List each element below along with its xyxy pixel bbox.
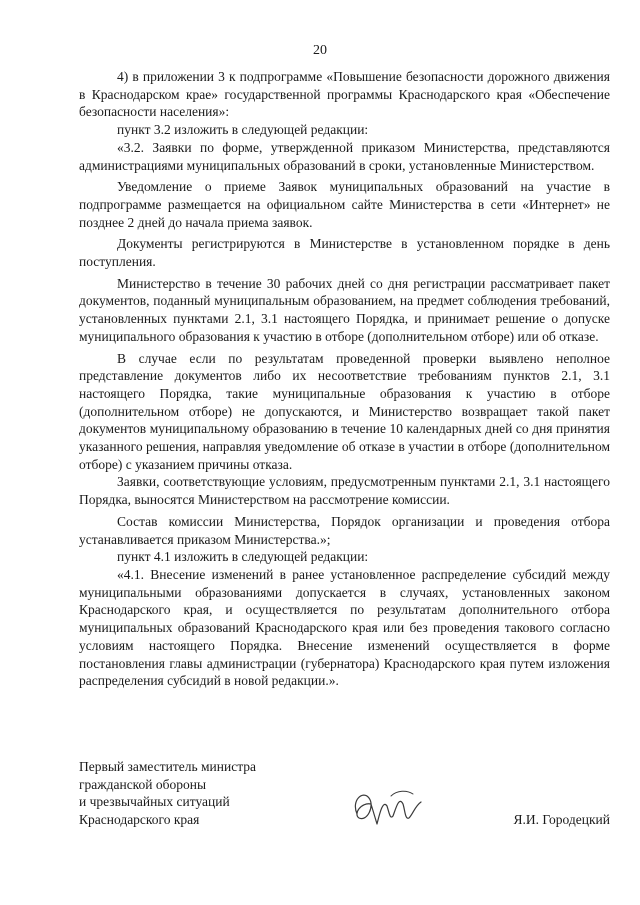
paragraph-clause-4-1: «4.1. Внесение изменений в ранее установленное распределение субсидий между муниципальными образованиями допускается в случаях, установленных законом Краснодарского края, и осуществляется по результатам дополнительного отбора муниципальных образований Краснодарского края или без проведения такового согласно условиям настоящего Порядка. Внесение изменений осуществляется в форме постановления главы администрации (губернатора) Краснодарского края путем изложения распределения субсидий в новой редакции.».	[79, 566, 610, 689]
signer-title-line: Первый заместитель министра	[79, 759, 257, 774]
paragraph-commission-review: Заявки, соответствующие условиям, предусмотренным пунктами 2.1, 3.1 настоящего Порядка, выносятся Министерством на рассмотрение комиссии.	[79, 474, 610, 508]
paragraph-commission-composition: Состав комиссии Министерства, Порядок организации и проведения отбора устанавливается приказом Министерства.»;	[79, 513, 610, 547]
signer-name: Я.И. Городецкий	[513, 812, 610, 827]
paragraph-clause-3-2-heading: пункт 3.2 изложить в следующей редакции:	[117, 122, 369, 138]
paragraph-notification: Уведомление о приеме Заявок муниципальных образований на участие в подпрограмме размещается на официальном сайте Министерства в сети «Интернет» не позднее 2 дней до начала приема заявок.	[79, 179, 610, 230]
signature-block	[79, 758, 610, 829]
handwritten-signature	[347, 784, 425, 832]
signer-title-line: и чрезвычайных ситуаций	[79, 794, 230, 810]
paragraph-clause-3-2: «3.2. Заявки по форме, утвержденной приказом Министерства, представляются администрациями муниципальных образований в сроки, установленные Министерством.	[79, 139, 610, 173]
page-number: 20	[313, 43, 327, 58]
paragraph-review-period: Министерство в течение 30 рабочих дней со дня регистрации рассматривает пакет документов, поданный муниципальным образованием, на предмет соблюдения требований, установленных пунктами 2.1, 3.1 настоящего Порядка, и принимает решение о допуске муниципального образования к участию в отборе (дополнительном отборе) или об отказе.	[79, 275, 610, 344]
paragraph-registration: Документы регистрируются в Министерстве в установленном порядке в день поступления.	[79, 236, 610, 270]
paragraph-amendment-intro: 4) в приложении 3 к подпрограмме «Повышение безопасности дорожного движения в Краснодарском крае» государственной программы Краснодарского края «Обеспечение безопасности населения»:	[79, 69, 610, 120]
document-body	[79, 68, 610, 690]
signer-title-line: гражданской обороны	[79, 776, 207, 792]
paragraph-clause-4-1-heading: пункт 4.1 изложить в следующей редакции:	[117, 549, 369, 565]
signer-title-line: Краснодарского края	[79, 812, 200, 828]
paragraph-rejection: В случае если по результатам проведенной проверки выявлено неполное представление документов либо их несоответствие требованиям пунктов 2.1, 3.1 настоящего Порядка, такие муниципальные образования к участию в отборе (дополнительном отборе) не допускаются, и Министерство возвращает такой пакет документов муниципальному образованию в течение 10 календарных дней со дня принятия указанного решения, направляя уведомление об отказе в участии в отборе (дополнительном отборе) с указанием причины отказа.	[79, 350, 610, 472]
